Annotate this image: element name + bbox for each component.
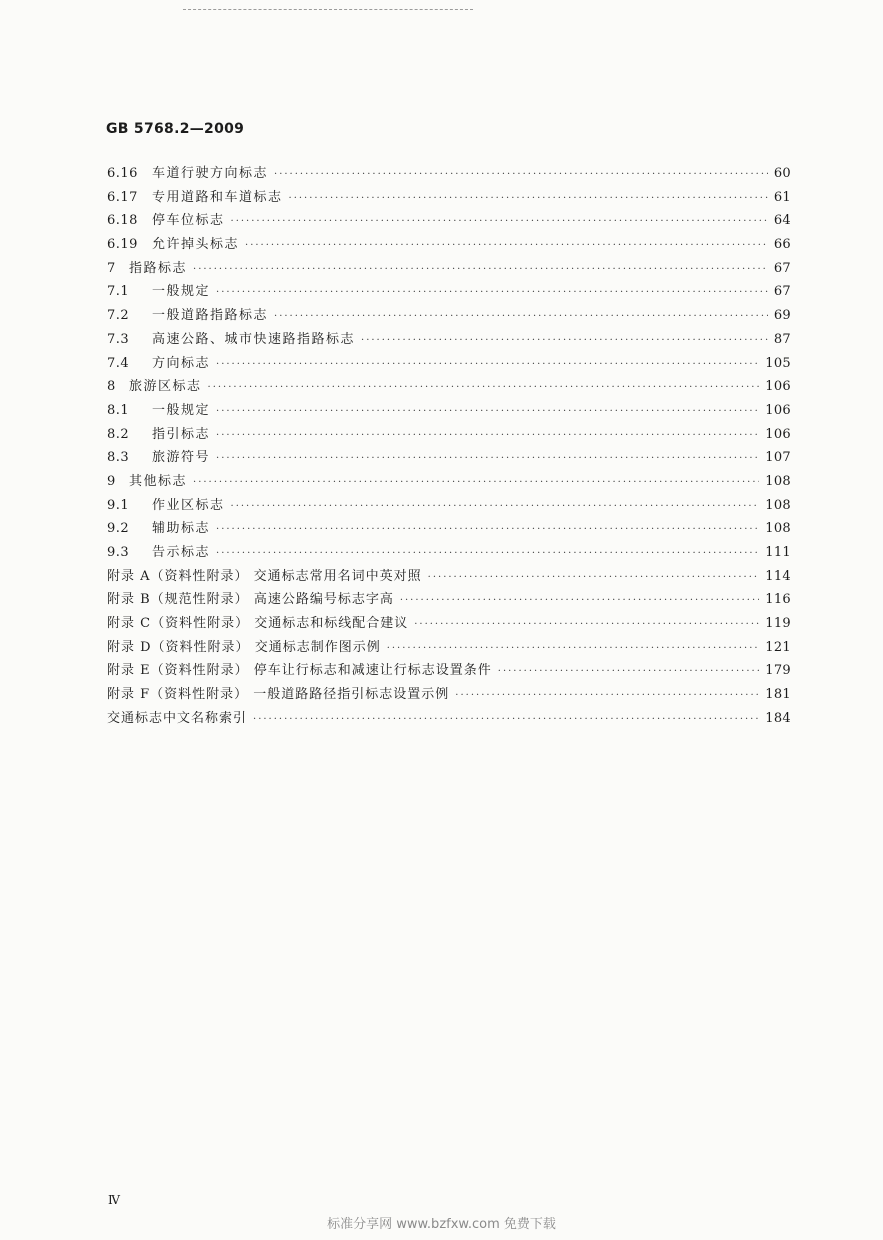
toc-entry-number: 8.2	[107, 426, 130, 442]
toc-entry-title: 辅助标志	[152, 521, 211, 537]
dot-leader	[428, 566, 760, 590]
toc-entry-title: 指引标志	[152, 426, 211, 442]
toc-entry-number: 6.18	[107, 213, 138, 229]
toc-entry-page: 106	[765, 426, 791, 442]
toc-entry-title: 一般道路指路标志	[152, 308, 269, 324]
top-rule	[183, 9, 473, 10]
toc-entry-page: 67	[773, 260, 791, 276]
toc-entry[interactable]	[107, 612, 791, 636]
toc-entry-page: 119	[765, 616, 791, 632]
dot-leader	[274, 305, 768, 329]
toc-entry[interactable]	[107, 588, 791, 612]
toc-entry-page: 108	[765, 497, 791, 513]
toc-entry[interactable]	[107, 683, 791, 707]
dot-leader	[274, 163, 768, 187]
toc-entry-title: 旅游符号	[152, 450, 211, 466]
toc-entry-title: 高速公路、城市快速路指路标志	[152, 331, 356, 347]
toc-entry-number: 9.1	[107, 497, 130, 513]
dot-leader	[253, 708, 759, 732]
toc-entry-page: 111	[765, 545, 791, 560]
toc-entry-title: 允许掉头标志	[152, 237, 240, 253]
dot-leader	[387, 637, 760, 661]
toc-entry-number: 8	[107, 379, 116, 395]
dot-leader	[455, 684, 759, 708]
toc-entry-number: 9	[107, 473, 116, 489]
toc-entry-title: 专用道路和车道标志	[152, 189, 283, 205]
toc-entry-title: 旅游区标志	[129, 379, 202, 395]
toc-entry-title: 作业区标志	[152, 497, 225, 513]
toc-entry-page: 69	[773, 308, 791, 324]
toc-entry[interactable]	[107, 257, 791, 281]
toc-entry-page: 67	[773, 284, 791, 300]
toc-entry[interactable]	[107, 565, 791, 589]
toc-entry-title: 附录 E（资料性附录） 停车让行标志和减速让行标志设置条件	[107, 663, 492, 679]
toc-entry-title: 一般规定	[152, 402, 211, 418]
toc-entry[interactable]	[107, 162, 791, 186]
dot-leader	[216, 518, 759, 542]
toc-entry-title: 其他标志	[129, 473, 188, 489]
toc-entry[interactable]	[107, 470, 791, 494]
toc-entry-page: 106	[765, 379, 791, 395]
toc-entry-page: 108	[765, 521, 791, 537]
toc-entry-title: 指路标志	[129, 260, 188, 276]
toc-entry-page: 121	[765, 639, 791, 655]
toc-entry[interactable]	[107, 707, 791, 731]
dot-leader	[216, 353, 759, 377]
dot-leader	[216, 281, 768, 305]
toc-entry-page: 60	[773, 166, 791, 181]
dot-leader	[193, 471, 759, 495]
toc-entry[interactable]	[107, 280, 791, 304]
table-of-contents	[107, 162, 791, 731]
toc-entry[interactable]	[107, 446, 791, 470]
toc-entry-number: 6.17	[107, 189, 138, 205]
document-code: GB 5768.2—2009	[106, 121, 245, 137]
toc-entry[interactable]	[107, 659, 791, 683]
dot-leader	[231, 210, 768, 234]
toc-entry[interactable]	[107, 375, 791, 399]
toc-entry[interactable]	[107, 352, 791, 376]
page-number: Ⅳ	[108, 1193, 119, 1207]
toc-entry-page: 87	[773, 331, 791, 347]
toc-entry-title: 附录 C（资料性附录） 交通标志和标线配合建议	[107, 616, 409, 632]
toc-entry-title: 附录 D（资料性附录） 交通标志制作图示例	[107, 639, 381, 655]
watermark-text: 标准分享网 www.bzfxw.com 免费下载	[327, 1217, 556, 1232]
dot-leader	[361, 329, 768, 353]
toc-entry-page: 61	[773, 189, 791, 205]
dot-leader	[216, 447, 759, 471]
dot-leader	[216, 400, 759, 424]
toc-entry-number: 7.2	[107, 308, 130, 324]
toc-entry-number: 7.4	[107, 355, 130, 371]
toc-entry[interactable]	[107, 233, 791, 257]
toc-entry-title: 附录 A（资料性附录） 交通标志常用名词中英对照	[107, 568, 422, 584]
toc-entry[interactable]	[107, 328, 791, 352]
toc-entry-number: 7	[107, 260, 116, 276]
dot-leader	[231, 495, 760, 519]
toc-entry-page: 106	[765, 402, 791, 418]
toc-entry-number: 9.2	[107, 521, 130, 537]
toc-entry-page: 66	[773, 237, 791, 253]
toc-entry[interactable]	[107, 636, 791, 660]
toc-entry-title: 附录 F（资料性附录） 一般道路路径指引标志设置示例	[107, 687, 450, 703]
toc-entry-title: 一般规定	[152, 284, 211, 300]
toc-entry-page: 179	[765, 663, 791, 679]
toc-entry-number: 6.16	[107, 166, 138, 181]
dot-leader	[216, 424, 759, 448]
dot-leader	[208, 376, 760, 400]
toc-entry-title: 停车位标志	[152, 213, 225, 229]
toc-entry-page: 107	[765, 450, 791, 466]
toc-entry[interactable]	[107, 494, 791, 518]
toc-entry-number: 9.3	[107, 545, 130, 560]
toc-entry-page: 64	[773, 213, 791, 229]
toc-entry-page: 108	[765, 473, 791, 489]
dot-leader	[245, 234, 768, 258]
dot-leader	[289, 187, 768, 211]
toc-entry-title: 告示标志	[152, 545, 211, 560]
toc-entry-title: 方向标志	[152, 355, 211, 371]
toc-entry[interactable]	[107, 399, 791, 423]
toc-entry[interactable]	[107, 209, 791, 233]
toc-entry[interactable]	[107, 423, 791, 447]
toc-entry-number: 8.3	[107, 450, 130, 466]
toc-entry-page: 114	[765, 568, 791, 584]
toc-entry[interactable]	[107, 517, 791, 541]
dot-leader	[400, 589, 759, 613]
toc-entry[interactable]	[107, 186, 791, 210]
toc-entry-title: 车道行驶方向标志	[152, 166, 269, 181]
toc-entry-page: 184	[765, 710, 791, 726]
toc-entry-title: 附录 B（规范性附录） 高速公路编号标志字高	[107, 592, 394, 608]
toc-entry-number: 7.3	[107, 331, 130, 347]
toc-entry[interactable]	[107, 304, 791, 328]
toc-entry-number: 7.1	[107, 284, 130, 300]
toc-entry-page: 105	[765, 355, 791, 371]
dot-leader	[216, 542, 759, 566]
toc-entry-number: 8.1	[107, 402, 130, 418]
toc-entry-number: 6.19	[107, 237, 138, 253]
dot-leader	[414, 613, 759, 637]
toc-entry[interactable]	[107, 541, 791, 565]
toc-entry-page: 116	[765, 592, 791, 608]
dot-leader	[498, 660, 760, 684]
dot-leader	[193, 258, 768, 282]
toc-entry-title: 交通标志中文名称索引	[107, 710, 248, 726]
toc-entry-page: 181	[765, 687, 791, 703]
